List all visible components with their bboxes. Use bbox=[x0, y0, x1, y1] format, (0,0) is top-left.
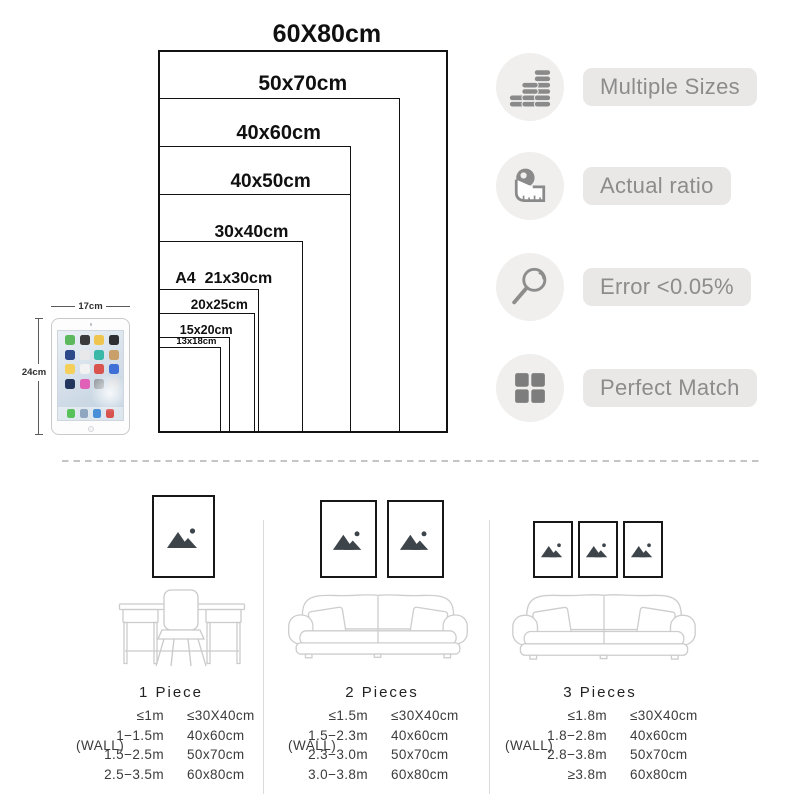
image-placeholder-icon bbox=[540, 541, 566, 558]
size-rect-13x18 bbox=[158, 347, 221, 433]
poster-size-cell: 40x60cm bbox=[187, 727, 245, 743]
app-icon bbox=[94, 335, 104, 345]
scene-title-2pieces: 2 Pieces bbox=[345, 684, 419, 701]
wall-range-cell: ≥3.8m bbox=[567, 766, 607, 782]
size-table-3pieces bbox=[515, 706, 698, 784]
poster-size-cell: ≤30X40cm bbox=[630, 708, 698, 723]
poster-size-cell: 50x70cm bbox=[187, 747, 245, 762]
app-icon bbox=[109, 335, 119, 345]
size-label-40x60: 40x60cm bbox=[236, 121, 321, 144]
dock-app-icon bbox=[106, 409, 115, 418]
app-icons-grid bbox=[65, 335, 119, 389]
size-table-row bbox=[72, 726, 255, 746]
wall-range-cell: 1.5−2.5m bbox=[104, 747, 164, 762]
size-table-row bbox=[276, 745, 459, 765]
poster-size-cell: 40x60cm bbox=[391, 727, 449, 743]
dock-app-icon bbox=[93, 409, 102, 418]
measure-line bbox=[106, 306, 130, 307]
wall-range-cell: 2.8−3.8m bbox=[547, 747, 607, 762]
app-icon bbox=[80, 335, 90, 345]
poster-size-cell: 50x70cm bbox=[391, 747, 449, 762]
poster-size-cell: 60x80cm bbox=[391, 766, 449, 782]
scene-title-3pieces: 3 Pieces bbox=[563, 684, 637, 701]
wall-range-cell: ≤1.8m bbox=[567, 708, 607, 723]
size-table-row bbox=[276, 726, 459, 746]
app-icon bbox=[65, 379, 75, 389]
tablet-height-label: 24cm bbox=[21, 367, 47, 378]
grid-icon bbox=[509, 367, 551, 409]
wall-range-cell: ≤1.5m bbox=[328, 708, 368, 723]
poster-size-cell: 50x70cm bbox=[630, 747, 688, 762]
measuring-tape-icon bbox=[508, 164, 552, 208]
poster-frame bbox=[387, 500, 444, 578]
size-label-21x30: A4 21x30cm bbox=[175, 270, 273, 288]
size-table-row bbox=[72, 706, 255, 726]
coins-icon bbox=[496, 53, 564, 121]
poster-size-cell: ≤30X40cm bbox=[187, 708, 255, 723]
badge-label-perfect-match: Perfect Match bbox=[583, 369, 757, 407]
poster-frame bbox=[623, 521, 663, 578]
tablet-screen bbox=[57, 330, 124, 421]
measure-line bbox=[51, 306, 75, 307]
app-icon bbox=[94, 379, 104, 389]
size-label-50x70: 50x70cm bbox=[258, 72, 348, 96]
size-label-15x20: 15x20cm bbox=[179, 322, 233, 337]
coins-icon bbox=[507, 64, 553, 110]
tablet-ipad bbox=[51, 318, 130, 435]
image-placeholder-icon bbox=[399, 528, 433, 551]
app-icon bbox=[94, 364, 104, 374]
wall-range-cell: 1−1.5m bbox=[116, 727, 164, 743]
wall-range-cell: 2.5−3.5m bbox=[104, 766, 164, 782]
size-table-row bbox=[276, 765, 459, 785]
image-placeholder-icon bbox=[630, 541, 656, 558]
size-table-row bbox=[276, 706, 459, 726]
poster-size-cell: ≤30X40cm bbox=[391, 708, 459, 723]
badge-label-multiple-sizes: Multiple Sizes bbox=[583, 68, 757, 106]
home-button-icon bbox=[88, 426, 94, 432]
poster-size-cell: 60x80cm bbox=[630, 766, 688, 782]
poster-frame bbox=[152, 495, 215, 578]
wall-range-cell: 3.0−3.8m bbox=[308, 766, 368, 782]
poster-size-cell: 40x60cm bbox=[630, 727, 688, 743]
poster-frame bbox=[320, 500, 377, 578]
magnifier-icon bbox=[507, 264, 553, 310]
dashed-divider bbox=[62, 460, 762, 462]
app-icon bbox=[80, 364, 90, 374]
size-table-row bbox=[515, 706, 698, 726]
column-divider bbox=[263, 520, 264, 794]
size-table-row bbox=[72, 745, 255, 765]
wall-range-cell: ≤1m bbox=[136, 708, 164, 723]
size-label-13x18: 13x18cm bbox=[176, 335, 217, 347]
size-table-row bbox=[515, 765, 698, 785]
app-icon bbox=[109, 350, 119, 360]
app-icon bbox=[65, 335, 75, 345]
measuring-tape-icon bbox=[496, 152, 564, 220]
size-table-row bbox=[515, 726, 698, 746]
poster-frame bbox=[533, 521, 573, 578]
wall-range-cell: 1.8−2.8m bbox=[547, 727, 607, 743]
app-icon bbox=[94, 350, 104, 360]
app-icon bbox=[109, 364, 119, 374]
tablet-width-label: 17cm bbox=[78, 301, 103, 312]
size-table-row bbox=[515, 745, 698, 765]
magnifier-icon bbox=[496, 253, 564, 321]
wall-label: (WALL) bbox=[76, 738, 125, 753]
column-divider bbox=[489, 520, 490, 794]
size-label-30x40: 30x40cm bbox=[214, 220, 289, 241]
app-icon bbox=[80, 379, 90, 389]
measure-tick bbox=[35, 434, 43, 435]
poster-frame bbox=[578, 521, 618, 578]
size-table-row bbox=[72, 765, 255, 785]
size-label-40x50: 40x50cm bbox=[230, 170, 311, 192]
image-placeholder-icon bbox=[585, 541, 611, 558]
poster-size-cell: 60x80cm bbox=[187, 766, 245, 782]
sofa-drawing bbox=[504, 584, 704, 660]
wall-label: (WALL) bbox=[288, 738, 337, 753]
grid-icon bbox=[496, 354, 564, 422]
measure-line bbox=[38, 318, 39, 364]
sofa-drawing bbox=[285, 584, 471, 659]
camera-dot-icon bbox=[90, 323, 93, 326]
desk-with-chair-drawing bbox=[118, 589, 246, 667]
app-icon bbox=[109, 379, 119, 389]
app-icon bbox=[80, 350, 90, 360]
badge-label-error: Error <0.05% bbox=[583, 268, 751, 306]
measure-line bbox=[38, 381, 39, 435]
app-icon bbox=[65, 350, 75, 360]
badge-label-actual-ratio: Actual ratio bbox=[583, 167, 731, 205]
image-placeholder-icon bbox=[166, 525, 202, 549]
size-table-2pieces bbox=[276, 706, 459, 784]
dock-app-icon bbox=[67, 409, 76, 418]
size-label-20x25: 20x25cm bbox=[190, 297, 248, 313]
size-table-1piece bbox=[72, 706, 255, 784]
wall-range-cell: 2.3−3.0m bbox=[308, 747, 368, 762]
app-dock bbox=[58, 407, 123, 420]
size-label-60x80: 60X80cm bbox=[272, 19, 382, 48]
wall-range-cell: 1.5−2.3m bbox=[308, 727, 368, 743]
app-icon bbox=[65, 364, 75, 374]
dock-app-icon bbox=[80, 409, 89, 418]
image-placeholder-icon bbox=[332, 528, 366, 551]
wall-label: (WALL) bbox=[505, 738, 554, 753]
tablet-width-measure bbox=[51, 301, 130, 312]
scene-title-1piece: 1 Piece bbox=[138, 684, 204, 701]
